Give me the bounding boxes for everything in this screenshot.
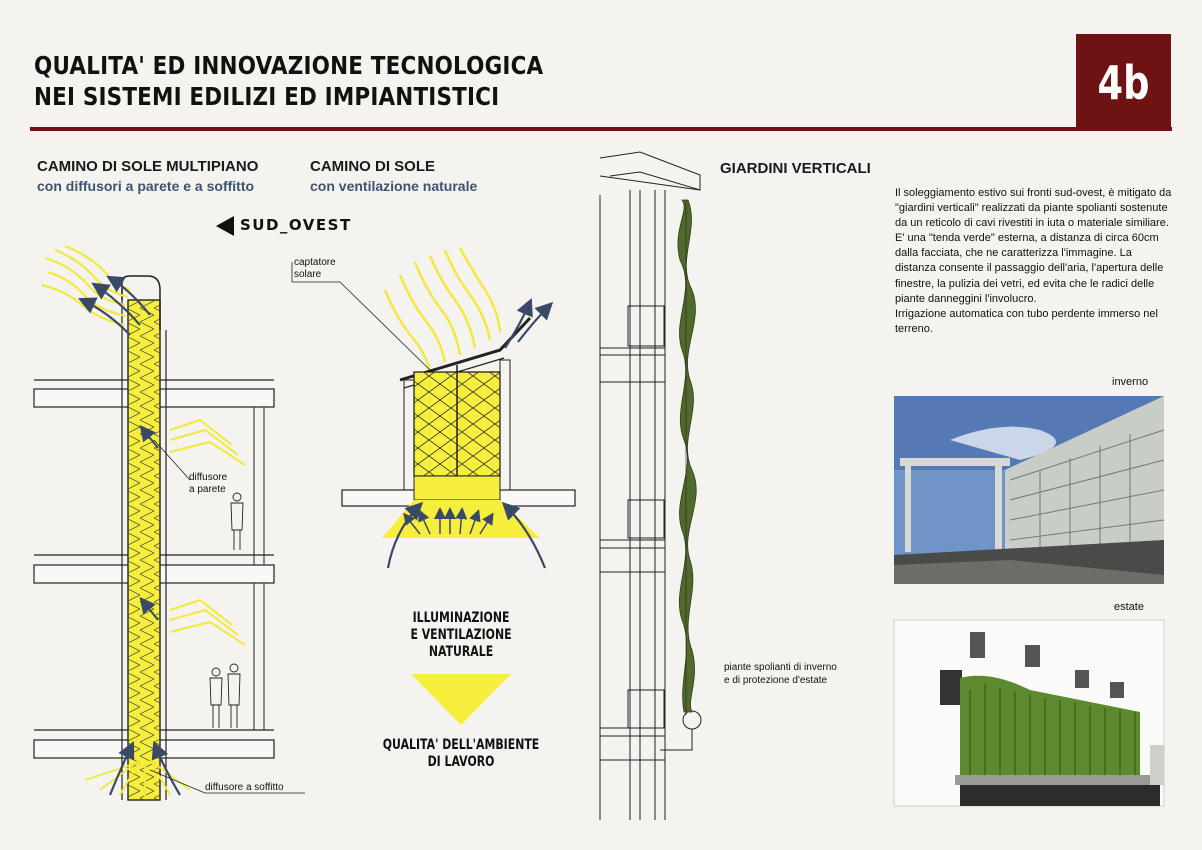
photo-summer-caption: estate: [1114, 601, 1144, 613]
photo-winter-caption: inverno: [1112, 376, 1149, 388]
page-number: 4b: [1097, 55, 1150, 110]
section1-title: CAMINO DI SOLE MULTIPIANO: [37, 158, 259, 175]
plant-label-line2: e di protezione d'estate: [724, 675, 828, 686]
solar-collector-label: [294, 257, 336, 281]
concept-top-line1: ILLUMINAZIONE: [412, 610, 510, 626]
photo-summer: [894, 620, 1164, 806]
wall-diffuser-label-line2: a parete: [189, 484, 226, 495]
concept-bottom-line2: DI LAVORO: [427, 754, 495, 770]
solar-collector-label-line1: captatore: [294, 257, 336, 268]
wall-diffuser-label-line1: diffusore: [189, 472, 228, 483]
wall-diffuser-label: [189, 472, 227, 496]
solar-chimney-ventilation-drawing: [292, 248, 575, 568]
page-title-line2: NEI SISTEMI EDILIZI ED IMPIANTISTICI: [34, 82, 500, 111]
section1-subtitle: con diffusori a parete e a soffitto: [37, 178, 255, 194]
description-paragraph-3: Irrigazione automatica con tubo perdente immerso nel terreno.: [895, 307, 1158, 335]
page-title-line1: QUALITA' ED INNOVAZIONE TECNOLOGICA: [34, 51, 544, 80]
concept-top-label: [383, 610, 539, 661]
concept-top-line3: NATURALE: [428, 644, 494, 660]
section3-title: GIARDINI VERTICALI: [720, 160, 871, 177]
orientation-label: SUD_OVEST: [240, 216, 352, 234]
photo-winter: [894, 396, 1164, 584]
ceiling-diffuser-label: diffusore a soffitto: [205, 782, 284, 793]
concept-top-line2: E VENTILAZIONE: [410, 627, 512, 643]
section2-title: CAMINO DI SOLE: [310, 158, 436, 175]
green-curtain: [678, 200, 696, 712]
concept-bottom-line1: QUALITA' DELL'AMBIENTE: [382, 737, 540, 753]
multifloor-solar-chimney-drawing: [34, 246, 305, 800]
description-paragraph-2: E' una "tenda verde" esterna, a distanza di circa 60cm dalla facciata, che ne caratterizza l'immagine. La distanza consente il passaggio dell'aria, l'apertura delle finestre, la pulizia dei vetri, ed evita che le radici delle piante danneggini l'involucro.: [895, 232, 1164, 305]
concept-bottom-label: [375, 737, 547, 771]
plant-label: [724, 661, 837, 687]
vertical-garden-description: [895, 186, 1173, 337]
plant-label-line1: piante spolianti di inverno: [724, 662, 837, 673]
orientation-arrow-icon: [216, 216, 234, 236]
section2-subtitle: con ventilazione naturale: [310, 178, 478, 194]
concept-arrow-triangle: [411, 674, 511, 725]
description-paragraph-1: Il soleggiamento estivo sui fronti sud-ovest, è mitigato da "giardini verticali" realizzati da piante spolianti sostenute da un reticolo di cavi rivestiti in iuta o materiale similiare.: [895, 187, 1172, 230]
solar-collector-label-line2: solare: [294, 269, 322, 280]
